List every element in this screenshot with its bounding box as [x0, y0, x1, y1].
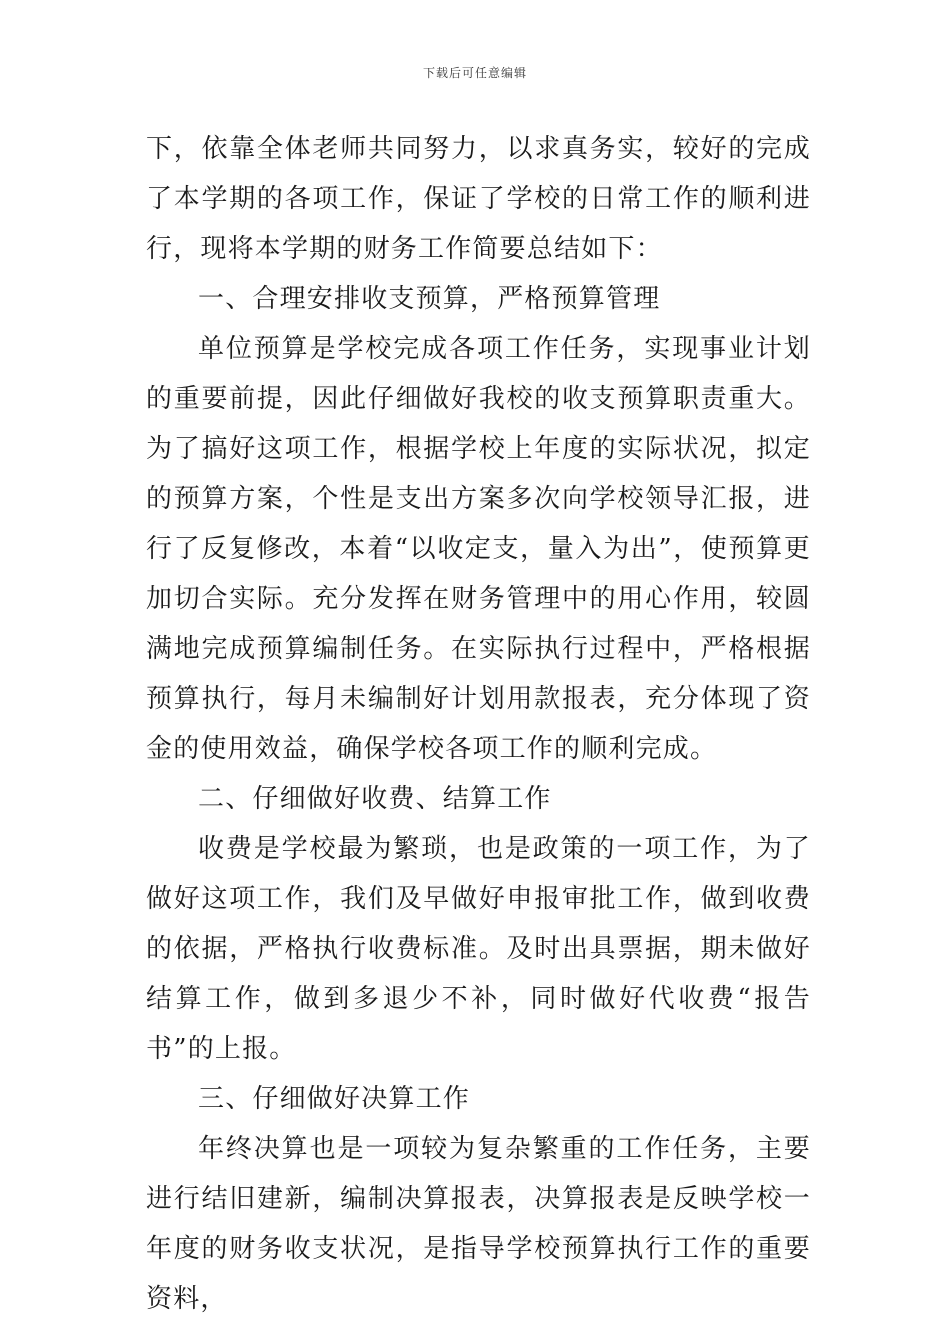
paragraph-fees: 收费是学校最为繁琐，也是政策的一项工作，为了做好这项工作，我们及早做好申报审批工作，做到收费的依据，严格执行收费标准。及时出具票据，期未做好结算工作，做到多退少不补，同时做好代收费“报告书”的上报。 [146, 834, 811, 1064]
paragraph-continued-intro: 下，依靠全体老师共同努力，以求真务实，较好的完成了本学期的各项工作，保证了学校的日常工作的顺利进行，现将本学期的财务工作简要总结如下： [146, 134, 811, 264]
section-heading-budget: 一、合理安排收支预算，严格预算管理 [198, 284, 661, 314]
page-header: 下载后可任意编辑 [422, 66, 527, 80]
section-heading-final-accounts: 三、仔细做好决算工作 [198, 1084, 471, 1114]
paragraph-budget: 单位预算是学校完成各项工作任务，实现事业计划的重要前提，因此仔细做好我校的收支预算职责重大。为了搞好这项工作，根据学校上年度的实际状况，拟定的预算方案，个性是支出方案多次向学校领导汇报，进行了反复修改，本着“以收定支，量入为出”，使预算更加切合实际。充分发挥在财务管理中的用心作用，较圆满地完成预算编制任务。在实际执行过程中，严格根据预算执行，每月未编制好计划用款报表，充分体现了资金的使用效益，确保学校各项工作的顺利完成。 [146, 334, 811, 764]
document-body [146, 124, 811, 1324]
paragraph-final-accounts: 年终决算也是一项较为复杂繁重的工作任务，主要进行结旧建新，编制决算报表，决算报表是反映学校一年度的财务收支状况，是指导学校预算执行工作的重要资料， [146, 1134, 811, 1314]
section-heading-fees: 二、仔细做好收费、结算工作 [198, 784, 552, 814]
